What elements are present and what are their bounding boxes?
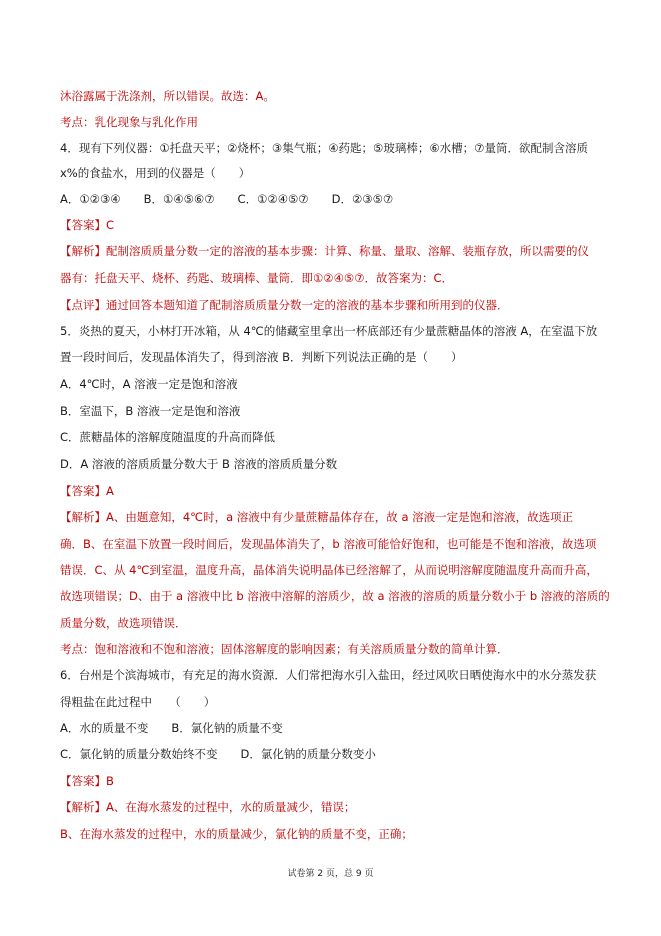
analysis-line: 质量分数，故选项错误． (60, 616, 187, 630)
analysis-line: 【解析】A、由题意知，4℃时，a 溶液中有少量蔗糖晶体存在，故 a 溶液一定是饱和溶液，故选项正 (60, 510, 574, 524)
question-4-stem: 4．现有下列仪器：①托盘天平；②烧杯；③集气瓶；④药匙；⑤玻璃棒；⑥水槽；⑦量筒．欲配制含溶质 (60, 141, 588, 155)
answer-label: 【答案】A (60, 484, 114, 498)
question-5-option: A．4℃时，A 溶液一定是饱和溶液 (60, 377, 238, 391)
analysis-line: B、在海水蒸发的过程中，水的质量减少，氯化钠的质量不变，正确； (60, 827, 413, 841)
question-5-option: D．A 溶液的溶质质量分数大于 B 溶液的溶质质量分数 (60, 457, 338, 471)
knowledge-point-line: 考点：饱和溶液和不饱和溶液；固体溶解度的影响因素；有关溶质质量分数的简单计算． (60, 642, 509, 656)
question-5-stem: 5．炎热的夏天，小林打开冰箱，从 4℃的储藏室里拿出一杯底部还有少量蔗糖晶体的溶液 A，在室温下放 (60, 324, 598, 338)
question-6-options: A．水的质量不变 B．氯化钠的质量不变 (60, 721, 283, 735)
answer-label: 【答案】B (60, 774, 114, 788)
question-4-stem: x%的食盐水，用到的仪器是（ ） (60, 166, 251, 180)
question-5-option: C．蔗糖晶体的溶解度随温度的升高而降低 (60, 430, 276, 444)
question-6-stem: 6．台州是个滨海城市，有充足的海水资源．人们常把海水引入盐田，经过风吹日晒使海水中的水分蒸发获 (60, 668, 597, 682)
analysis-line: 故选项错误；D、由于 a 溶液中比 b 溶液中溶解的溶质少，故 a 溶液的溶质的质量分数小于 b 溶液的溶质的 (60, 589, 610, 603)
question-6-options: C．氯化钠的质量分数始终不变 D．氯化钠的质量分数变小 (60, 747, 376, 761)
text-line: 沐浴露属于洗涤剂，所以错误。故选：A。 (60, 89, 275, 103)
comment-line: 【点评】通过回答本题知道了配制溶质质量分数一定的溶液的基本步骤和所用到的仪器． (60, 298, 509, 312)
question-5-stem: 置一段时间后，发现晶体消失了，得到溶液 B．判断下列说法正确的是（ ） (60, 350, 463, 364)
question-5-option: B．室温下，B 溶液一定是饱和溶液 (60, 404, 241, 418)
answer-label: 【答案】C (60, 218, 115, 232)
question-6-stem: 得粗盐在此过程中 （ ） (60, 695, 216, 709)
analysis-line: 错误．C、从 4℃到室温，温度升高，晶体消失说明晶体已经溶解了，从而说明溶解度随温度升高而升高， (60, 563, 598, 577)
question-4-options: A．①②③④ B．①④⑤⑥⑦ C．①②④⑤⑦ D．②③⑤⑦ (60, 192, 394, 206)
analysis-line: 【解析】A、在海水蒸发的过程中，水的质量减少，错误； (60, 800, 356, 814)
analysis-line: 【解析】配制溶质质量分数一定的溶液的基本步骤：计算、称量、量取、溶解、装瓶存放，所以需要的仪 (60, 244, 589, 258)
analysis-line: 器有：托盘天平、烧杯、药匙、玻璃棒、量筒．即①②④⑤⑦．故答案为：C． (60, 271, 454, 285)
page-footer: 试卷第 2 页，总 9 页 (287, 869, 374, 879)
text-line: 考点：乳化现象与乳化作用 (60, 115, 198, 129)
analysis-line: 确．B、在室温下放置一段时间后，发现晶体消失了，b 溶液可能恰好饱和，也可能是不饱和溶液，故选项 (60, 537, 597, 551)
